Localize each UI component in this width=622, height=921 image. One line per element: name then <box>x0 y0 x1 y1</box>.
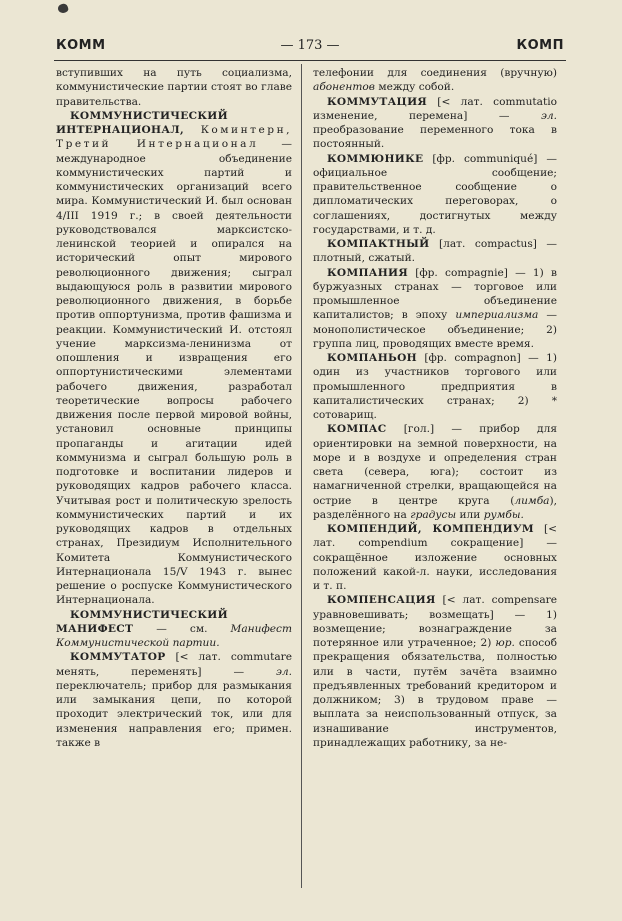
dictionary-entry-cont <box>56 66 292 109</box>
entry-text: [фр. communiqué] — официальное сообщение; правительственное сообщение о дипломатических переговорах, о соглашениях, достигнутых между государствами, и т. д. <box>313 152 557 236</box>
entry-text: [фр. compagnie] — 1) в буржуазных странах — торговое или промышленное объединение капиталистов; в эпоху <box>313 266 557 322</box>
entry-italic-term: эл. <box>540 109 557 122</box>
dictionary-entry-kommyunike <box>313 152 557 238</box>
entry-text: ), разделённого на <box>313 494 557 521</box>
entry-headword: КОММУНИСТИЧЕСКИЙ ИНТЕРНАЦИОНАЛ, <box>56 109 228 136</box>
entry-text: [< лат. commutatio изменение, перемена] — <box>313 95 557 122</box>
entry-text: — см. <box>133 622 231 635</box>
entry-headword: КОММУТАЦИЯ <box>327 95 428 108</box>
entry-text: или <box>456 508 484 521</box>
dictionary-entry-cont2 <box>313 66 557 95</box>
entry-text: способ прекращения обязательства, полностью или в части, путём зачёта взаимно предъявленных требований кредитором и должником; 3) в трудовом праве — выплата за неиспользованный отпуск, за изнашивание инструментов, принадлежащих работнику, за не- <box>313 637 557 749</box>
entry-italic-term: эл. <box>275 665 292 678</box>
entry-text: вступивших на путь социализма, коммунистические партии стоят во главе правительства. <box>56 67 292 108</box>
dictionary-entry-kommutator <box>56 650 292 750</box>
entry-italic-term: империализма <box>455 309 539 322</box>
dictionary-entry-kompas <box>313 422 557 522</box>
entry-text: преобразование переменного тока в постоянный. <box>313 124 557 151</box>
header-rule <box>54 60 566 61</box>
entry-headword: КОМПЕНСАЦИЯ <box>327 594 436 607</box>
dictionary-entry-kompendium <box>313 522 557 593</box>
entry-text: — монополистическое объединение; 2) группа лиц, проводящих вместе время. <box>313 309 557 350</box>
dictionary-entry-manifest <box>56 608 292 651</box>
dictionary-entry-kommutaciya <box>313 95 557 152</box>
entry-headword: КОМПЕНДИЙ, КОМПЕНДИУМ <box>327 523 534 535</box>
entry-headword: КОМПАС <box>327 423 387 436</box>
column-divider <box>301 64 302 888</box>
entry-italic-term: Манифест Коммунистической партии. <box>56 622 292 649</box>
entry-italic-term: градусы <box>410 508 457 521</box>
left-column <box>56 66 292 750</box>
entry-headword: КОММУНИСТИЧЕСКИЙ МАНИФЕСТ <box>56 608 228 635</box>
entry-text: [< лат. compensare уравновешивать; возмещать] — 1) возмещение; вознаграждение за потерянное или утраченное; 2) <box>313 594 557 649</box>
entry-italic-term: лимба <box>514 494 550 507</box>
dictionary-entry-komintern <box>56 109 292 608</box>
entry-italic-term: румбы. <box>483 508 524 521</box>
entry-text: между собой. <box>374 81 455 94</box>
entry-headword: КОМПАНЬОН <box>327 352 417 364</box>
entry-text: [< лат. commutare менять, переменять] — <box>56 651 292 678</box>
page-number: — 173 — <box>280 38 340 53</box>
right-column <box>313 66 557 750</box>
entry-text: переключатель; прибор для размыкания или замыкания цепи, по которой проходит электрический ток, или для изменения направления его; примен. также в <box>56 679 292 749</box>
entry-text: [фр. compagnon] — 1) один из участников торгового или промышленного предприятия в капиталистических странах; 2) * сотоварищ. <box>313 352 557 421</box>
entry-italic-term: юр. <box>495 637 515 649</box>
entry-text: телефонии для соединения (вручную) <box>313 67 557 79</box>
guide-word-right: КОМП <box>516 38 564 53</box>
entry-spaced-term: Коминтерн, Третий Интернационал <box>56 124 292 151</box>
guide-word-left: КОММ <box>56 38 106 53</box>
entry-headword: КОМПАКТНЫЙ <box>327 238 430 250</box>
dictionary-entry-kompaktny <box>313 237 557 266</box>
entry-headword: КОММУТАТОР <box>70 651 166 664</box>
page-header <box>56 38 564 58</box>
entry-headword: КОММЮНИКЕ <box>327 152 424 165</box>
entry-italic-term: абонентов <box>313 81 375 94</box>
entry-text: [лат. compactus] — плотный, сжатый. <box>313 238 557 265</box>
entry-text: [гол.] — прибор для ориентировки на земной поверхности, на море и в воздухе и определения стран света (севера, юга); состоит из намагниченной стрелки, вращающейся на острие в центре круга ( <box>313 423 557 507</box>
dictionary-entry-kompensaciya <box>313 593 557 750</box>
entry-headword: КОМПАНИЯ <box>327 266 408 279</box>
ink-blot <box>57 3 69 15</box>
dictionary-entry-kompaniya <box>313 266 557 352</box>
entry-text: — международное объединение коммунистических партий и коммунистических организаций всего мира. Коммунистический И. был основан 4/III 1919 г.; в своей деятельности руководствовался марксистско-ленинской теорией и опирался на исторический опыт мирового революционного движения; сыграл выдающуюся роль в развитии мирового революционного движения, в борьбе против оппортунизма, против фашизма и реакции. Коммунистический И. отстоял учение марксизма-ленинизма от опошления и извращения его оппортунистическими элементами рабочего движения, разработал теоретические вопросы рабочего движения после первой мировой войны, установил основные принципы пропаганды и агитации идей коммунизма и сыграл большую роль в подготовке и воспитании лидеров и руководящих кадров рабочего класса. Учитывая рост и политическую зрелость коммунистических партий и их руководящих кадров в отдельных странах, Президиум Исполнительного Комитета Коммунистического Интернационала 15/V 1943 г. вынес решение о роспуске Коммунистического Интернационала. <box>56 138 292 607</box>
dictionary-entry-kompanyon <box>313 351 557 422</box>
entry-text: [< лат. compendium сокращение] — сокращённое изложение основных положений какой-л. науки, исследования и т. п. <box>313 523 557 592</box>
